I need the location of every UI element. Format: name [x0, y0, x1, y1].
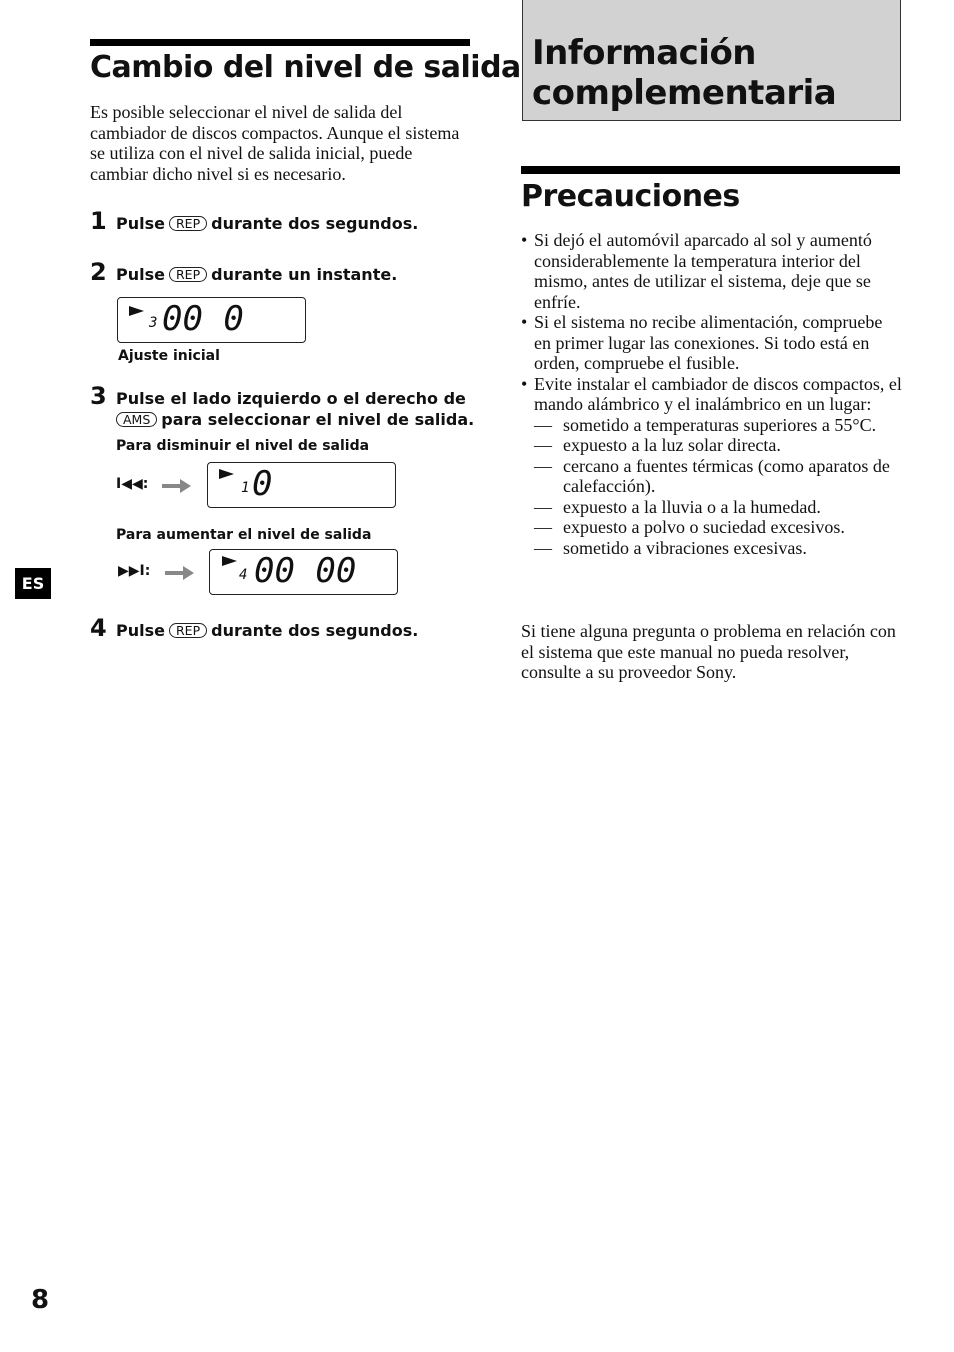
prev-button-label: I◀◀:	[116, 476, 149, 492]
list-item: — sometido a vibraciones excesivas.	[534, 538, 903, 559]
step-text: durante dos segundos.	[211, 621, 419, 640]
step-text: Pulse	[116, 621, 165, 640]
step-number: 2	[90, 258, 107, 286]
section-title: Precauciones	[521, 179, 740, 214]
lcd-digits: 0	[252, 464, 273, 504]
precautions-list	[521, 230, 903, 558]
list-item: — cercano a fuentes térmicas (como aparatos de calefacción).	[534, 456, 903, 497]
closing-paragraph: Si tiene alguna pregunta o problema en relación con el sistema que este manual no pueda resolver, consulte a su proveedor Sony.	[521, 621, 896, 682]
section-rule	[521, 166, 900, 174]
list-item: — sometido a temperaturas superiores a 55°C.	[534, 415, 903, 436]
list-item: • Si dejó el automóvil aparcado al sol y aumentó considerablemente la temperatura interior del mismo, antes de utilizar el sistema, deje que se enfríe.	[521, 230, 903, 312]
language-tab: ES	[15, 568, 51, 599]
ams-key: AMS	[116, 412, 157, 427]
chapter-title: Información complementaria	[532, 33, 837, 113]
lcd-display-decrease	[207, 462, 396, 508]
lcd-digits: 00 00	[254, 551, 357, 591]
step-text: para seleccionar el nivel de salida.	[161, 410, 475, 429]
play-indicator-icon	[208, 463, 395, 507]
rep-key: REP	[169, 623, 207, 638]
step-text: durante un instante.	[211, 265, 398, 284]
page-number: 8	[31, 1285, 50, 1315]
lcd-digits: 00 0	[162, 299, 244, 339]
step-text: durante dos segundos.	[211, 214, 419, 233]
list-item: • Si el sistema no recibe alimentación, compruebe en primer lugar las conexiones. Si todo está en orden, compruebe el fusible.	[521, 312, 903, 374]
rep-key: REP	[169, 216, 207, 231]
lcd-display-initial	[117, 297, 306, 343]
lcd-small-digit: 4	[239, 567, 248, 583]
step-4	[90, 616, 470, 641]
rep-key: REP	[169, 267, 207, 282]
step-text: Pulse	[116, 214, 165, 233]
step-1	[90, 209, 470, 234]
lcd-display-increase	[209, 549, 398, 595]
step-number: 3	[90, 382, 107, 410]
step-3	[90, 384, 480, 430]
step-2	[90, 260, 470, 285]
step-text: Pulse	[116, 265, 165, 284]
list-item: — expuesto a polvo o suciedad excesivos.	[534, 517, 903, 538]
step-number: 1	[90, 207, 107, 235]
list-item: — expuesto a la lluvia o a la humedad.	[534, 497, 903, 518]
display-caption: Ajuste inicial	[118, 348, 220, 364]
chapter-header-box	[522, 0, 901, 121]
intro-paragraph: Es posible seleccionar el nivel de salida del cambiador de discos compactos. Aunque el sistema se utiliza con el nivel de salida inicial, puede cambiar dicho nivel si es necesario.	[90, 102, 460, 184]
increase-label: Para aumentar el nivel de salida	[116, 527, 372, 543]
step-number: 4	[90, 614, 107, 642]
list-item	[521, 374, 903, 415]
decrease-label: Para disminuir el nivel de salida	[116, 438, 370, 454]
section-rule	[90, 39, 470, 46]
section-title: Cambio del nivel de salida	[90, 50, 521, 85]
lcd-small-digit: 3	[149, 315, 158, 331]
list-item-text: Evite instalar el cambiador de discos compactos, el mando alámbrico y el inalámbrico en un lugar:	[534, 373, 902, 414]
list-item: — expuesto a la luz solar directa.	[534, 435, 903, 456]
lcd-small-digit: 1	[241, 480, 250, 496]
next-button-label: ▶▶I:	[118, 563, 151, 579]
arrow-right-icon	[165, 566, 195, 580]
arrow-right-icon	[162, 479, 192, 493]
step-text: Pulse el lado izquierdo o el derecho de	[116, 389, 466, 408]
